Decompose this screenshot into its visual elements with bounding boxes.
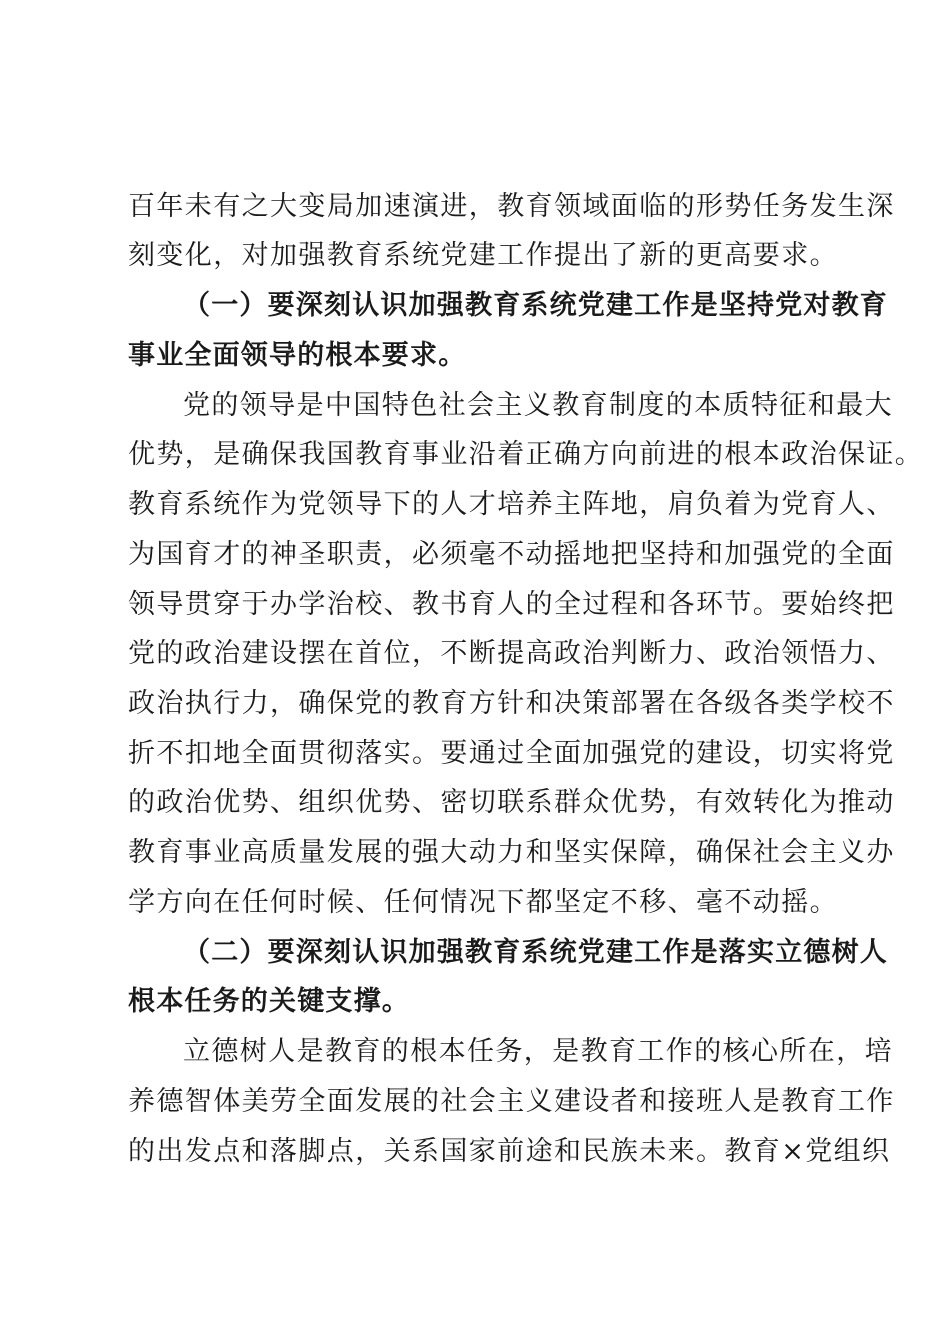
body-text-line: 为国育才的神圣职责，必须毫不动摇地把坚持和加强党的全面 bbox=[128, 539, 895, 570]
body-text-line: 党的政治建设摆在首位，不断提高政治判断力、政治领悟力、 bbox=[128, 638, 895, 669]
body-text-line: 刻变化，对加强教育系统党建工作提出了新的更高要求。 bbox=[128, 240, 838, 271]
body-text-line: 养德智体美劳全面发展的社会主义建设者和接班人是教育工作 bbox=[128, 1086, 895, 1117]
body-text-line: 教育事业高质量发展的强大动力和坚实保障，确保社会主义办 bbox=[128, 837, 895, 868]
section-heading-2: （二）要深刻认识加强教育系统党建工作是落实立德树人 bbox=[183, 937, 888, 968]
body-text-line: 领导贯穿于办学治校、教书育人的全过程和各环节。要始终把 bbox=[128, 589, 895, 620]
body-text-line: 折不扣地全面贯彻落实。要通过全面加强党的建设，切实将党 bbox=[128, 738, 895, 769]
body-text-line: 的政治优势、组织优势、密切联系群众优势，有效转化为推动 bbox=[128, 787, 895, 818]
paragraph-start: 立德树人是教育的根本任务，是教育工作的核心所在，培 bbox=[183, 1036, 893, 1067]
paragraph-start: 党的领导是中国特色社会主义教育制度的本质特征和最大 bbox=[183, 390, 893, 421]
body-text-line: 优势，是确保我国教育事业沿着正确方向前进的根本政治保证。 bbox=[128, 439, 924, 470]
body-text-line: 教育系统作为党领导下的人才培养主阵地，肩负着为党育人、 bbox=[128, 489, 895, 520]
body-text-line: 的出发点和落脚点，关系国家前途和民族未来。教育×党组织 bbox=[128, 1136, 891, 1167]
body-text-line: 百年未有之大变局加速演进，教育领域面临的形势任务发生深 bbox=[128, 191, 895, 222]
section-heading-1-cont: 事业全面领导的根本要求。 bbox=[128, 340, 467, 371]
section-heading-2-cont: 根本任务的关键支撑。 bbox=[128, 986, 410, 1017]
section-heading-1: （一）要深刻认识加强教育系统党建工作是坚持党对教育 bbox=[183, 290, 888, 321]
body-text-line: 学方向在任何时候、任何情况下都坚定不移、毫不动摇。 bbox=[128, 887, 838, 918]
body-text-line: 政治执行力，确保党的教育方针和决策部署在各级各类学校不 bbox=[128, 688, 895, 719]
